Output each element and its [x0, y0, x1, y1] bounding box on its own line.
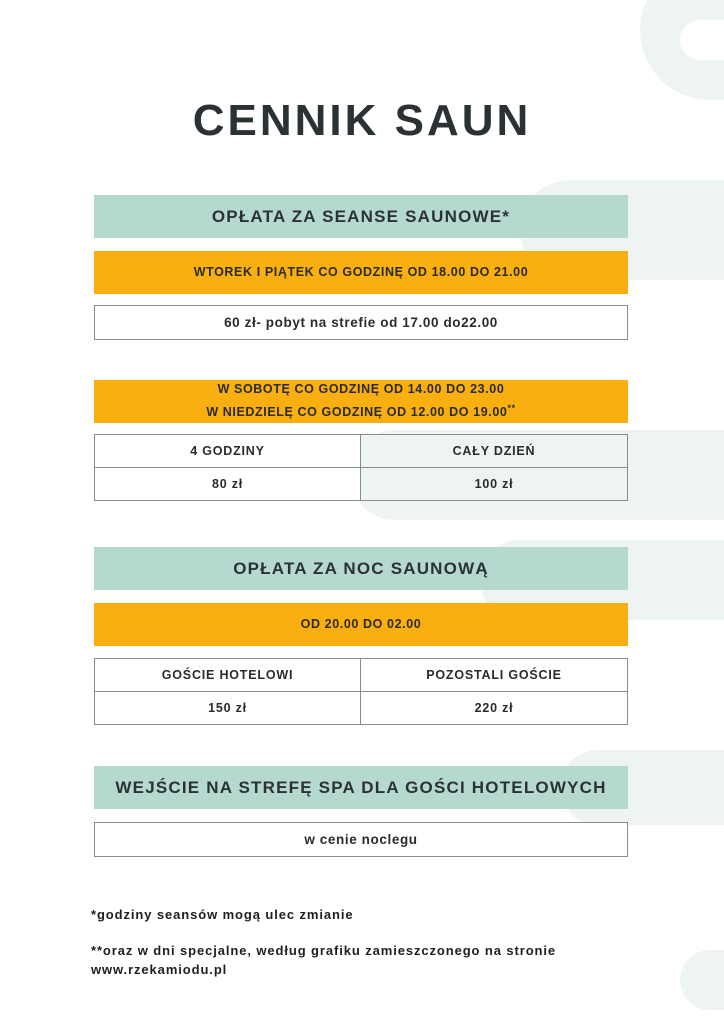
night-schedule-text: OD 20.00 DO 02.00 — [300, 617, 422, 631]
weekend-schedule-band — [94, 380, 628, 423]
night-schedule-band — [94, 603, 628, 646]
weekday-schedule-text: WTOREK I PIĄTEK CO GODZINĘ OD 18.00 DO 21.00 — [193, 265, 529, 279]
weekend-schedule-line2 — [206, 399, 515, 422]
background-shape — [680, 20, 724, 60]
table-value-cell: 100 zł — [360, 468, 627, 500]
table-header-cell: CAŁY DZIEŃ — [360, 435, 627, 468]
weekday-price-box — [94, 305, 628, 340]
table-header-cell: POZOSTALI GOŚCIE — [360, 659, 627, 692]
weekend-schedule-line1: W SOBOTĘ CO GODZINĘ OD 14.00 DO 23.00 — [217, 382, 505, 397]
spa-entry-box — [94, 822, 628, 857]
weekend-footnote-mark: ** — [507, 403, 516, 414]
footnote-1: *godziny seansów mogą ulec zmianie — [91, 907, 354, 922]
table-header-cell: GOŚCIE HOTELOWI — [95, 659, 360, 692]
spa-entry-header: WEJŚCIE NA STREFĘ SPA DLA GOŚCI HOTELOWYCH — [94, 766, 628, 809]
noc-saunowa-header: OPŁATA ZA NOC SAUNOWĄ — [94, 547, 628, 590]
page-title: CENNIK SAUN — [192, 96, 532, 145]
website-link[interactable]: www.rzekamiodu.pl — [91, 962, 228, 977]
table-value-cell: 150 zł — [208, 701, 247, 715]
table-value-cell: 220 zł — [360, 692, 627, 724]
weekend-schedule-line2-text: W NIEDZIELĘ CO GODZINĘ OD 12.00 DO 19.00 — [206, 405, 508, 420]
table-header-cell: 4 GODZINY — [95, 435, 360, 468]
table-value-cell: 80 zł — [211, 477, 244, 491]
footnote-2-text: **oraz w dni specjalne, według grafiku zamieszczonego na stronie — [91, 943, 557, 958]
weekday-schedule-band — [94, 251, 628, 294]
footnote-2 — [91, 941, 556, 979]
weekday-price-text: 60 zł- pobyt na strefie od 17.00 do22.00 — [224, 315, 498, 330]
seanse-header: OPŁATA ZA SEANSE SAUNOWE* — [94, 195, 628, 238]
night-price-table — [94, 658, 628, 725]
weekend-price-table — [94, 434, 628, 501]
spa-entry-text: w cenie noclegu — [304, 832, 418, 847]
background-shape — [680, 950, 724, 1010]
